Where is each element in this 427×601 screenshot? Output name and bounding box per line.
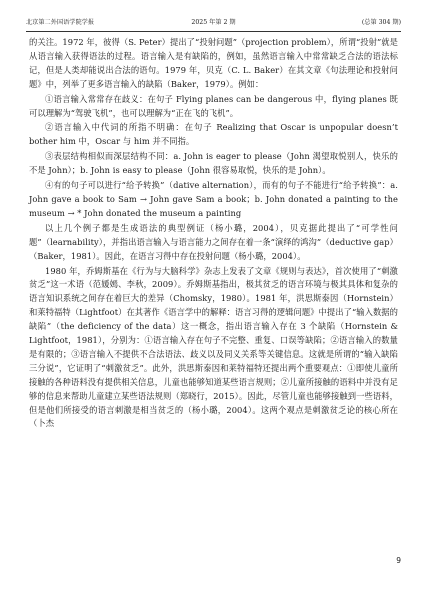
paragraph: 的关注。1972 年，彼得（S. Peter）提出了“投射问题”（projection problem），所谓“投射”就是从语言输入获得语法的过程。语言输入是有缺陷的，例如，虽然语言输入中常常缺乏合法的语法标记，但是人类却能说出合法的语句。1979 年，贝克（C. L. Baker）在其文章《句法理论和投射问题》中，列举了更多语言输入的缺陷（Baker，1979）。例如： [29,37,398,89]
paragraph: ①语言输入常常存在歧义：在句子 Flying planes can be dangerous 中，flying planes 既可以理解为“驾驶飞机”，也可以理解为“正在飞的飞机”。 [29,93,398,118]
journal-name: 北京第二外国语学院学报 [26,19,95,26]
paragraph: 以上几个例子都是生成语法的典型例证（杨小璐，2004），贝克据此提出了“可学性问题”（learnability），并指出语言输入与语言能力之间存在着一条“演绎的鸿沟”（deductive gap）（Baker，1981）。因此，在语言习得中存在投射问题（杨小璐，2004）。 [29,222,398,261]
paragraph: 1980 年，乔姆斯基在《行为与大脑科学》杂志上发表了文章《规则与表达》，首次使用了“刺激贫乏”这一术语（范媛嫣、李秋，2009）。乔姆斯基指出，极其贫乏的语言环境与极其具体和复杂的语言知识系统之间存在着巨大的差异（Chomsky，1980）。1981 年，洪思斯泰因（Hornstein）和莱特福特（Lightfoot）在其著作《语言学中的解释：语言习得的逻辑问题》中提出了“输入数据的缺陷”（the deficiency of the data）这一概念，指出语言输入存在 3 个缺陷（Hornstein & Lightfoot，1981），分别为：①语言输入存在句子不完整、重复、口误等缺陷；②语言输入的数量是有限的；③语言输入不提供不合法语法、歧义以及同义关系等关键信息。这就是所谓的“输入缺陷三分说”，它证明了“刺激贫乏”。此外，洪思斯泰因和莱特福特还提出两个重要观点：①即使儿童所接触的各种语料没有提供相关信息，儿童也能够知道某些语言规则；②儿童所接触的语料中并没有足够的信息来帮助儿童建立某些语法规则（郑晓行，2015）。因此，尽管儿童也能够接触到一些语料，但是他们所接受的语言刺激是相当贫乏的（杨小璐，2004）。这两个观点是刺激贫乏论的核心所在（卜杰 [29,265,398,429]
paragraph: ④有的句子可以进行“给予转换”（dative alternation），而有的句子不能进行“给予转换”：a. John gave a book to Sam → John gave Sam a book；b. John donated a painting to the museum → * John donated the museum a painting [29,180,398,218]
page-number: 9 [396,556,401,565]
article-body [29,36,398,431]
paragraph: ②语言输入中代词的所指不明确：在句子 Realizing that Oscar is unpopular doesn’t bother him 中，Oscar 与 him 并不同指。 [29,122,398,147]
running-header [26,17,401,29]
issue-label: 2025 年第 2 期 [191,19,236,26]
total-issue-label: (总第 304 期) [361,19,401,26]
paragraph: ③表层结构相似而深层结构不同：a. John is eager to please（John 渴望取悦别人，快乐的不是 John）；b. John is easy to please（John 很容易取悦，快乐的是 John）。 [29,151,398,176]
header-rule [26,31,401,32]
